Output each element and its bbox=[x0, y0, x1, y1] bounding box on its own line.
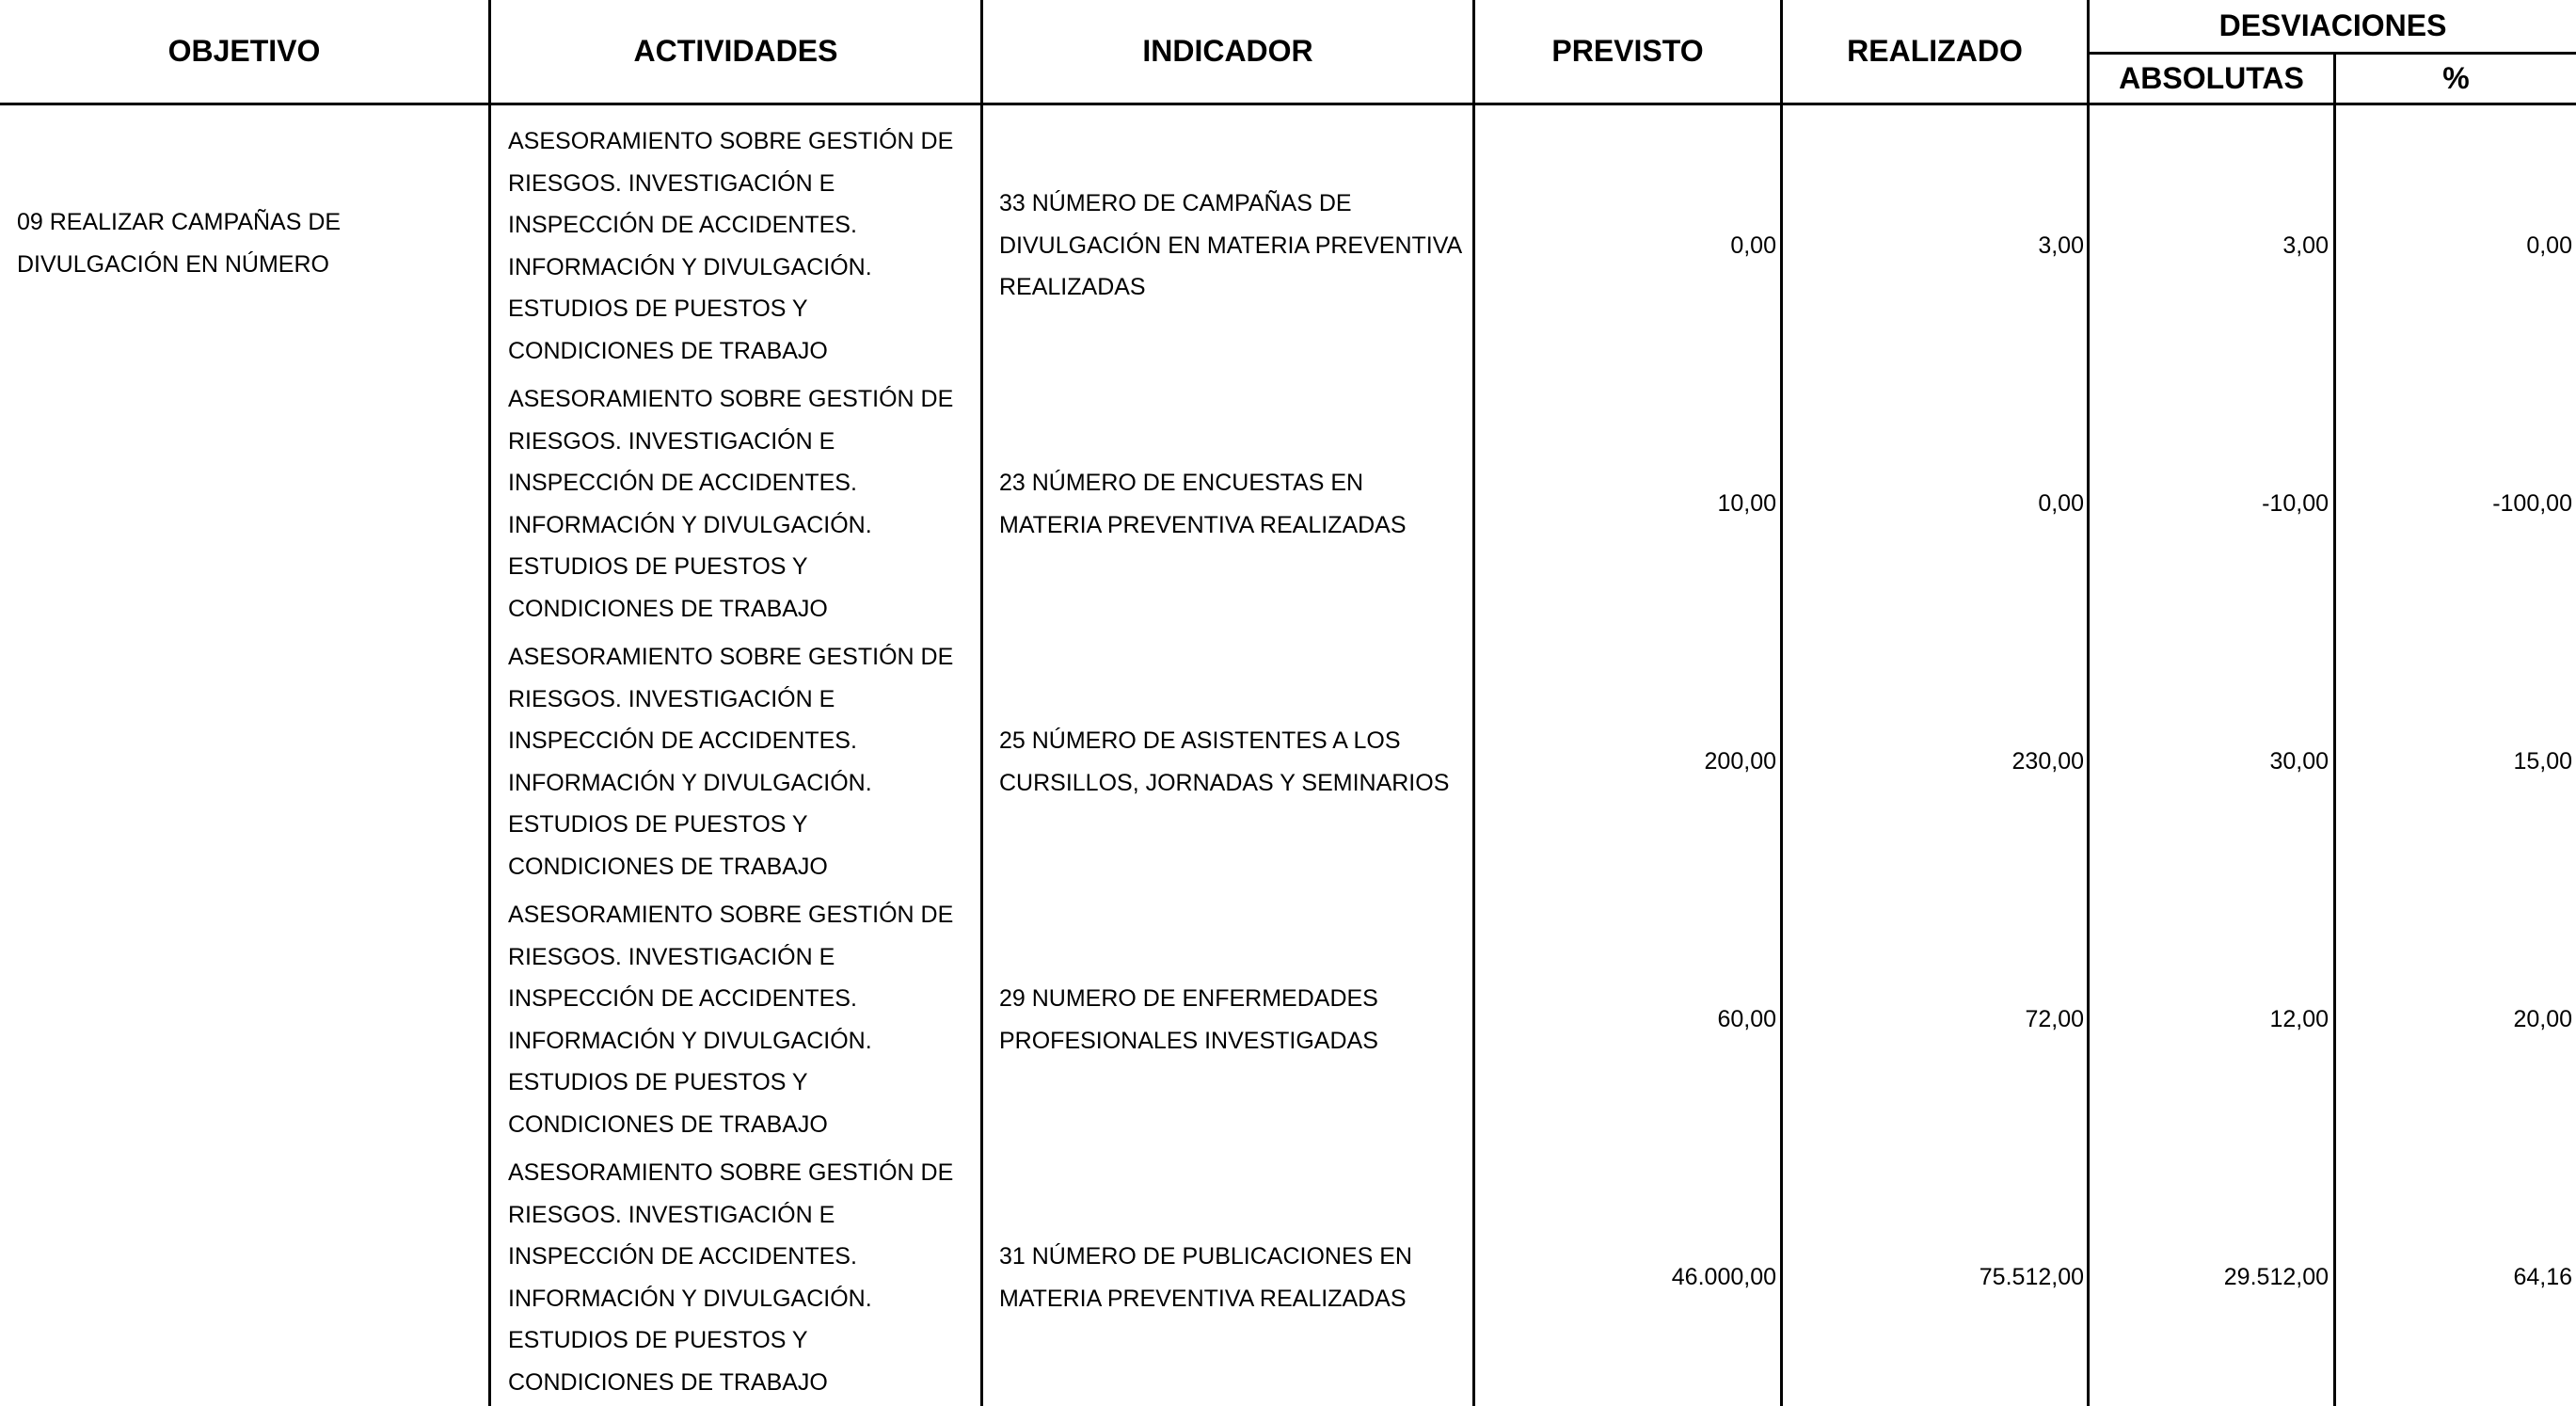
realizado-cell: 3,00 bbox=[2038, 232, 2084, 259]
previsto-cell: 200,00 bbox=[1704, 748, 1776, 775]
absolutas-cell: 30,00 bbox=[2269, 748, 2329, 775]
realizado-cell: 0,00 bbox=[2038, 490, 2084, 517]
header-porcentaje: % bbox=[2442, 61, 2470, 95]
absolutas-cell: 3,00 bbox=[2282, 232, 2329, 259]
column-divider bbox=[1472, 0, 1475, 1406]
header-desviaciones: DESVIACIONES bbox=[2218, 8, 2447, 42]
header-indicador: INDICADOR bbox=[1142, 34, 1313, 68]
column-divider bbox=[2087, 0, 2090, 1406]
header-realizado: REALIZADO bbox=[1847, 34, 2023, 68]
indicador-cell: 33 NÚMERO DE CAMPAÑAS DE DIVULGACIÓN EN MATERIA PREVENTIVA REALIZADAS bbox=[999, 190, 1461, 300]
previsto-cell: 0,00 bbox=[1730, 232, 1776, 259]
header-absolutas: ABSOLUTAS bbox=[2119, 61, 2304, 95]
actividades-cell: ASESORAMIENTO SOBRE GESTIÓN DE RIESGOS. INVESTIGACIÓN E INSPECCIÓN DE ACCIDENTES. INFORMACIÓN Y DIVULGACIÓN. ESTUDIOS DE PUESTOS Y CONDICIONES DE TRABAJO bbox=[508, 1159, 954, 1396]
absolutas-cell: 29.512,00 bbox=[2223, 1264, 2329, 1290]
indicador-cell: 23 NÚMERO DE ENCUESTAS EN MATERIA PREVENTIVA REALIZADAS bbox=[999, 470, 1407, 538]
absolutas-cell: -10,00 bbox=[2262, 490, 2329, 517]
porcentaje-cell: -100,00 bbox=[2492, 490, 2572, 517]
absolutas-cell: 12,00 bbox=[2269, 1006, 2329, 1032]
header-actividades: ACTIVIDADES bbox=[633, 34, 838, 68]
porcentaje-cell: 15,00 bbox=[2513, 748, 2572, 775]
previsto-cell: 10,00 bbox=[1717, 490, 1776, 517]
realizado-cell: 75.512,00 bbox=[1979, 1264, 2084, 1290]
realizado-cell: 230,00 bbox=[2012, 748, 2084, 775]
column-divider bbox=[2333, 52, 2336, 1406]
previsto-cell: 46.000,00 bbox=[1671, 1264, 1776, 1290]
header-bottom-rule bbox=[0, 103, 2576, 105]
header-previsto: PREVISTO bbox=[1551, 34, 1704, 68]
previsto-cell: 60,00 bbox=[1717, 1006, 1776, 1032]
column-divider bbox=[980, 0, 983, 1406]
actividades-cell: ASESORAMIENTO SOBRE GESTIÓN DE RIESGOS. INVESTIGACIÓN E INSPECCIÓN DE ACCIDENTES. INFORMACIÓN Y DIVULGACIÓN. ESTUDIOS DE PUESTOS Y CONDICIONES DE TRABAJO bbox=[508, 902, 954, 1138]
porcentaje-cell: 20,00 bbox=[2513, 1006, 2572, 1032]
actividades-cell: ASESORAMIENTO SOBRE GESTIÓN DE RIESGOS. INVESTIGACIÓN E INSPECCIÓN DE ACCIDENTES. INFORMACIÓN Y DIVULGACIÓN. ESTUDIOS DE PUESTOS Y CONDICIONES DE TRABAJO bbox=[508, 644, 954, 880]
indicador-cell: 31 NÚMERO DE PUBLICACIONES EN MATERIA PREVENTIVA REALIZADAS bbox=[999, 1243, 1412, 1312]
realizado-cell: 72,00 bbox=[2025, 1006, 2084, 1032]
indicador-cell: 25 NÚMERO DE ASISTENTES A LOS CURSILLOS, JORNADAS Y SEMINARIOS bbox=[999, 727, 1450, 796]
column-divider bbox=[1780, 0, 1783, 1406]
actividades-cell: ASESORAMIENTO SOBRE GESTIÓN DE RIESGOS. INVESTIGACIÓN E INSPECCIÓN DE ACCIDENTES. INFORMACIÓN Y DIVULGACIÓN. ESTUDIOS DE PUESTOS Y CONDICIONES DE TRABAJO bbox=[508, 386, 954, 622]
porcentaje-cell: 0,00 bbox=[2526, 232, 2572, 259]
porcentaje-cell: 64,16 bbox=[2513, 1264, 2572, 1290]
actividades-cell: ASESORAMIENTO SOBRE GESTIÓN DE RIESGOS. INVESTIGACIÓN E INSPECCIÓN DE ACCIDENTES. INFORMACIÓN Y DIVULGACIÓN. ESTUDIOS DE PUESTOS Y CONDICIONES DE TRABAJO bbox=[508, 128, 954, 364]
header-objetivo: OBJETIVO bbox=[167, 34, 321, 68]
indicador-cell: 29 NUMERO DE ENFERMEDADES PROFESIONALES INVESTIGADAS bbox=[999, 985, 1378, 1054]
column-divider bbox=[488, 0, 491, 1406]
objetivo-text: 09 REALIZAR CAMPAÑAS DE DIVULGACIÓN EN NÚMERO bbox=[17, 209, 342, 278]
